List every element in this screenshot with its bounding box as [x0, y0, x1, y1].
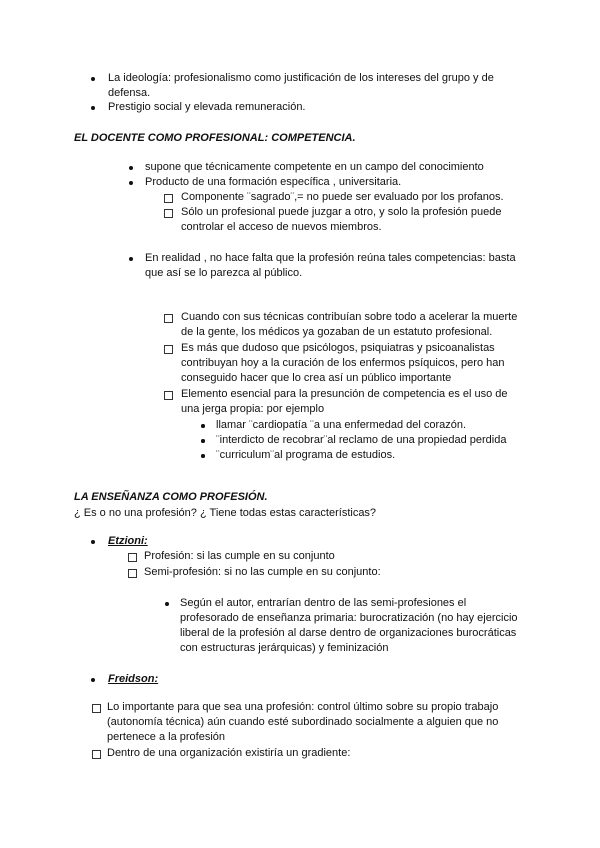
bullet-dot	[91, 77, 95, 81]
checkbox[interactable]	[164, 209, 173, 218]
checklist-item: Sólo un profesional puede juzgar a otro, y solo la profesión puede	[181, 206, 502, 218]
checkbox[interactable]	[92, 704, 101, 713]
list-item-continuation: liberal de la profesión al darse dentro de organizaciones burocráticas	[180, 627, 517, 639]
checklist-item: Cuando con sus técnicas contribuían sobre todo a acelerar la muerte	[181, 311, 518, 323]
example-item: llamar ¨cardiopatía ¨a una enfermedad del corazón.	[216, 419, 467, 431]
checkbox[interactable]	[164, 314, 173, 323]
bullet-dot	[201, 424, 205, 428]
bullet-dot	[91, 678, 95, 682]
checkbox[interactable]	[128, 553, 137, 562]
checklist-item: Componente ¨sagrado¨,= no puede ser evaluado por los profanos.	[181, 191, 504, 203]
checkbox[interactable]	[164, 391, 173, 400]
list-item-continuation: profesorado de enseñanza primaria: burocratización (no hay ejercicio	[180, 612, 518, 624]
checklist-item-continuation: contribuyan hoy a la curación de los enfermos psíquicos, pero han	[181, 357, 505, 369]
checklist-item: Profesión: si las cumple en su conjunto	[144, 550, 335, 562]
bullet-dot	[91, 106, 95, 110]
list-item: En realidad , no hace falta que la profesión reúna tales competencias: basta	[145, 252, 516, 264]
checklist-item-continuation: pertenece a la profesión	[107, 731, 226, 743]
checkbox[interactable]	[92, 750, 101, 759]
list-item-continuation: defensa.	[108, 87, 151, 99]
bullet-dot	[129, 181, 133, 185]
bullet-dot	[91, 540, 95, 544]
section-heading-ensenanza: LA ENSEÑANZA COMO PROFESIÓN.	[74, 491, 268, 503]
list-item: supone que técnicamente competente en un campo del conocimiento	[145, 161, 484, 173]
bullet-dot	[165, 602, 169, 606]
checklist-item: Lo importante para que sea una profesión: control último sobre su propio trabajo	[107, 701, 499, 713]
list-item: La ideología: profesionalismo como justificación de los intereses del grupo y de	[108, 72, 494, 84]
checklist-item: Elemento esencial para la presunción de competencia es el uso de	[181, 388, 508, 400]
list-item: Prestigio social y elevada remuneración.	[108, 101, 306, 113]
section-heading-competencia: EL DOCENTE COMO PROFESIONAL: COMPETENCIA.	[74, 132, 356, 144]
section-question: ¿ Es o no una profesión? ¿ Tiene todas estas características?	[74, 507, 377, 519]
example-item: ¨interdicto de recobrar¨al reclamo de una propiedad perdida	[216, 434, 507, 446]
checklist-item-continuation: una jerga propia: por ejemplo	[181, 403, 325, 415]
checklist-item: Semi-profesión: si no las cumple en su conjunto:	[144, 566, 381, 578]
checklist-item-continuation: (autonomía técnica) aún cuando esté subordinado socialmente a alguien que no	[107, 716, 499, 728]
author-label-freidson: Freidson:	[108, 673, 159, 685]
checkbox[interactable]	[164, 194, 173, 203]
checklist-item-continuation: conseguido hacer que lo crea así un público importante	[181, 372, 452, 384]
checklist-item: Es más que dudoso que psicólogos, psiquiatras y psicoanalistas	[181, 342, 495, 354]
author-label-etzioni: Etzioni:	[108, 535, 148, 547]
checklist-item-continuation: controlar el acceso de nuevos miembros.	[181, 221, 382, 233]
bullet-dot	[129, 166, 133, 170]
checkbox[interactable]	[128, 569, 137, 578]
list-item-continuation: con estructuras jerárquicas) y feminización	[180, 642, 389, 654]
list-item: Según el autor, entrarían dentro de las semi-profesiones el	[180, 597, 467, 609]
list-item-continuation: que así se lo parezca al público.	[145, 267, 303, 279]
bullet-dot	[129, 257, 133, 261]
example-item: ¨curriculum¨al programa de estudios.	[216, 449, 396, 461]
checkbox[interactable]	[164, 345, 173, 354]
checklist-item-continuation: de la gente, los médicos ya gozaban de un estatuto profesional.	[181, 326, 493, 338]
bullet-dot	[201, 454, 205, 458]
bullet-dot	[201, 439, 205, 443]
checklist-item: Dentro de una organización existiría un gradiente:	[107, 747, 351, 759]
list-item: Producto de una formación específica , universitaria.	[145, 176, 402, 188]
